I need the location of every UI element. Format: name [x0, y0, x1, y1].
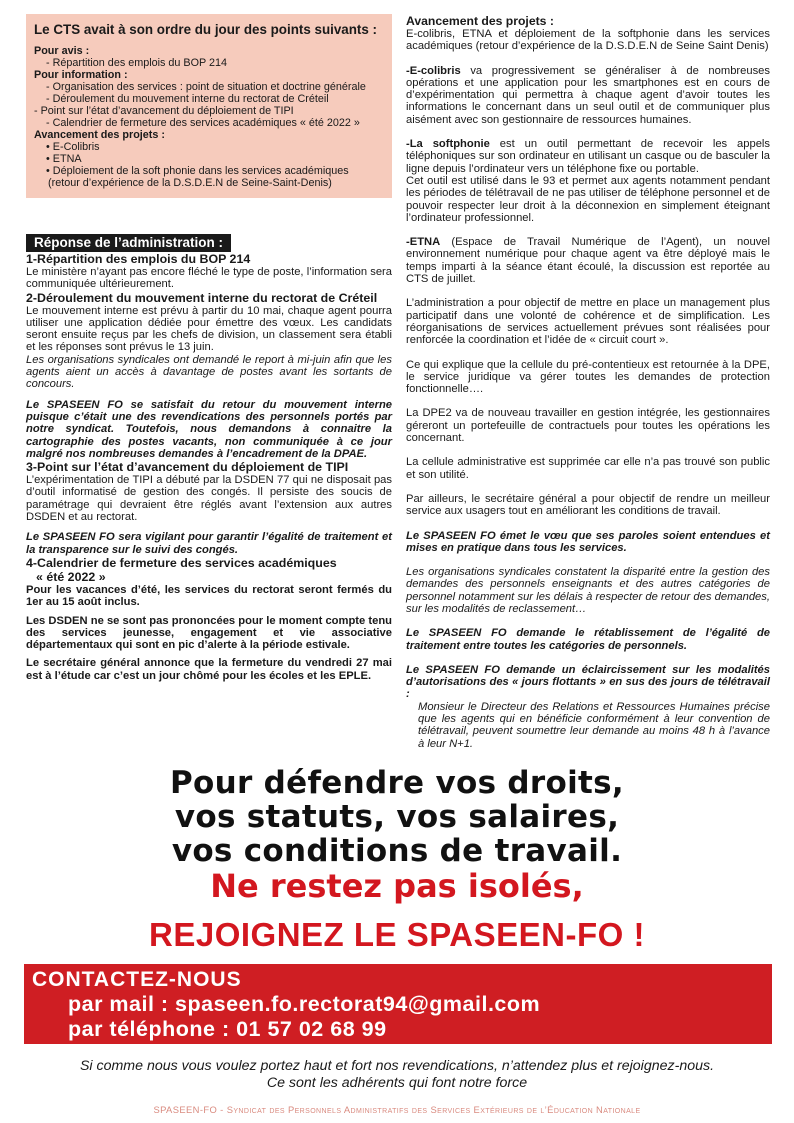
section-3-body: L’expérimentation de TIPI a débuté par la DSDEN 77 qui ne disposait pas d’outil informatisé de gestion des congés. Il persiste des soucis de paramétrage qui devraient être réglés avant l’extension aux autres DSDEN et au rectorat. [26, 474, 392, 524]
section-3-fo: Le SPASEEN FO sera vigilant pour garantir l’égalité de traitement et la transparence sur le suivi des congés. [26, 531, 392, 556]
softphonie-paragraph [406, 138, 770, 175]
section-2-body: Le mouvement interne est prévu à partir du 10 mai, chaque agent pourra utiliser une application dédiée pour émettre des vœux. Les candidats seront ensuite reçus par les chefs de division, un classement sera établi et les réponses sont prévus le 13 juin. [26, 304, 392, 354]
ecolibris-label: -E-colibris [406, 64, 461, 77]
right-column [406, 14, 770, 750]
info-item: - Déroulement du mouvement interne du rectorat de Créteil [46, 93, 329, 105]
projet-item: (retour d’expérience de la D.S.D.E.N de Seine-Saint-Denis) [48, 177, 332, 189]
admin-paragraph-5: Par ailleurs, le secrétaire général a pour objectif de rendre un meilleur service aux usagers tout en améliorant les conditions de travail. [406, 492, 770, 518]
closing-text [0, 1058, 794, 1092]
projets-label: Avancement des projets : [34, 129, 166, 141]
footer: SPASEEN-FO - Syndicat des Personnels Administratifs des Services Extérieurs de l’Éducation Nationale [153, 1104, 641, 1115]
softphonie-body: est un outil permettant de recevoir les appels téléphoniques sur son ordinateur en utilisant un casque ou de basculer la ligne depuis l’ordinateur vers un téléphone fixe ou portable. [406, 138, 771, 175]
softphonie-label: -La softphonie [406, 138, 490, 151]
contact-box [24, 964, 772, 1044]
slogan-line-2: vos statuts, vos salaires, [174, 799, 620, 835]
contact-title: CONTACTEZ-NOUS [32, 968, 242, 991]
etna-paragraph [406, 236, 770, 285]
etna-body: (Espace de Travail Numérique de l’Agent), un nouvel environnement numérique pour chaque agent va être déployé mais le temps imparti à la séance étant écoulé, la discussion est reportée au CTS de juillet. [406, 236, 770, 286]
info-label: Pour information : [34, 69, 128, 81]
slogan-line-4: Ne restez pas isolés, [210, 867, 584, 905]
left-column [26, 14, 392, 682]
info-item: - Organisation des services : point de situation et doctrine générale [46, 81, 366, 93]
slogan-lines [0, 766, 794, 868]
closing-line-2: Ce sont les adhérents qui font notre force [266, 1075, 528, 1091]
section-1-title: 1-Répartition des emplois du BOP 214 [26, 252, 251, 266]
slogan-line-5: REJOIGNEZ LE SPASEEN-FO ! [149, 916, 645, 953]
drh-quote: Monsieur le Directeur des Relations et Ressources Humaines précise que les agents qui en bénéficie conformément à leur convention de télétravail, peuvent soumettre leur demande au moins 48 h à l’avance à leur N+1. [418, 700, 770, 750]
avis-item: - Répartition des emplois du BOP 214 [46, 57, 228, 69]
admin-paragraph-2: Ce qui explique que la cellule du pré-contentieux est retournée à la DPE, le service juridique va gérer toutes les demandes de protection fonctionnelle…. [406, 358, 770, 396]
contact-phone[interactable]: par téléphone : 01 57 02 68 99 [68, 1017, 387, 1041]
section-2-fo: Le SPASEEN FO se satisfait du retour du mouvement interne puisque c’était une des revendications des personnels portés par notre syndicat. Toutefois, nous demandons à connaitre la cartographie des postes vacants, non communiquée à ce jour malgré nos nombreuses demandes à l’encadrement de la DPAE. [26, 398, 392, 460]
ecolibris-paragraph [406, 65, 770, 126]
section-4-p2: Les DSDEN ne se sont pas prononcées pour le moment compte tenu des services jeunesse, engagement et vie associative départementaux qui sont en pic d’alerte à la période estivale. [26, 614, 392, 652]
section-3-title: 3-Point sur l’état d’avancement du déploiement de TIPI [26, 460, 349, 475]
section-1-body: Le ministère n’ayant pas encore fléché le type de poste, l’information sera communiquée ultérieurement. [26, 266, 392, 291]
section-2-title: 2-Déroulement du mouvement interne du rectorat de Créteil [26, 290, 378, 305]
projects-title: Avancement des projets : [406, 14, 554, 28]
projects-intro: E-colibris, ETNA et déploiement de la softphonie dans les services académiques (retour d’expérience de la D.S.D.E.N de Seine Saint Denis) [406, 28, 770, 53]
section-4-p3: Le secrétaire général annonce que la fermeture du vendredi 27 mai est à l’étude car c’est un jour chômé pour les écoles et les EPLE. [26, 657, 392, 682]
etna-label: -ETNA [406, 236, 441, 249]
admin-paragraph-3: La DPE2 va de nouveau travailler en gestion intégrée, les gestionnaires géreront un portefeuille de contractuels pour toutes les opérations les concernant. [406, 407, 770, 445]
section-4-title: 4-Calendrier de fermeture des services académiques [26, 555, 337, 570]
agenda-title: Le CTS avait à son ordre du jour des points suivants : [34, 22, 378, 37]
unions-statement: Les organisations syndicales constatent la disparité entre la gestion des demandes des personnels enseignants et des autres catégories de personnel notamment sur les délais à respecter de retour des demandes, sur les modalités de reclassement… [406, 566, 770, 615]
projet-item: • E-Colibris [46, 141, 100, 153]
fo-statement-1: Le SPASEEN FO émet le vœu que ses paroles soient entendues et mises en pratique dans tous les services. [406, 529, 770, 554]
closing-line-1: Si comme nous vous voulez portez haut et fort nos revendications, n’attendez plus et rejoignez-nous. [79, 1058, 715, 1074]
response-heading: Réponse de l’administration : [26, 234, 231, 252]
softphonie-body-2: Cet outil est utilisé dans le 93 et permet aux agents notamment pendant les périodes de télétravail de ne pas utiliser de téléphone personnel et de pouvoir respecter leur droit à la déconnexion en simplement éteignant l’ordinateur professionnel. [406, 174, 770, 224]
info-item: - Point sur l’état d’avancement du déploiement de TIPI [34, 105, 294, 117]
slogan-line-3: vos conditions de travail. [171, 833, 623, 869]
avis-label: Pour avis : [34, 45, 90, 57]
projet-item: • ETNA [46, 153, 82, 165]
info-item: - Calendrier de fermeture des services académiques « été 2022 » [46, 117, 360, 129]
contact-mail[interactable]: par mail : spaseen.fo.rectorat94@gmail.com [68, 992, 541, 1016]
fo-statement-2: Le SPASEEN FO demande le rétablissement de l’égalité de traitement entre toutes les catégories de personnels. [406, 627, 770, 652]
fo-statement-3: Le SPASEEN FO demande un éclaircissement sur les modalités d’autorisations des « jours flottants » en sus des jours de télétravail : [406, 663, 770, 701]
agenda-box [26, 14, 392, 198]
admin-paragraph-4: La cellule administrative est supprimée car elle n’a pas trouvé son public et son utilité. [406, 456, 770, 481]
section-4-p1: Pour les vacances d’été, les services du rectorat seront fermés du 1er au 15 août inclus. [26, 583, 392, 609]
admin-paragraph-1: L’administration a pour objectif de mettre en place un management plus participatif dans une volonté de cohérence et de simplification. Les réorganisations de services actuellement prévues sont réalisées pour renforcée la coordination et l’idée de « circuit court ». [406, 297, 770, 347]
section-2-unions: Les organisations syndicales ont demandé le report à mi-juin afin que les agents aient un accès à davantage de postes avant les sortants de concours. [26, 353, 392, 391]
ecolibris-body: va progressivement se généraliser à de nombreuses opérations et une application pour les smartphones est en cours de d’expérimentation qui permettra à chaque agent d’avoir toutes les informations le concernant dans un seul outil et de communiquer plus aisément avec son gestionnaire de ressources humaines. [406, 64, 770, 126]
section-4-title-2: « été 2022 » [36, 569, 106, 584]
projet-item: • Déploiement de la soft phonie dans les services académiques [46, 165, 349, 177]
slogan-line-1: Pour défendre vos droits, [170, 765, 624, 801]
